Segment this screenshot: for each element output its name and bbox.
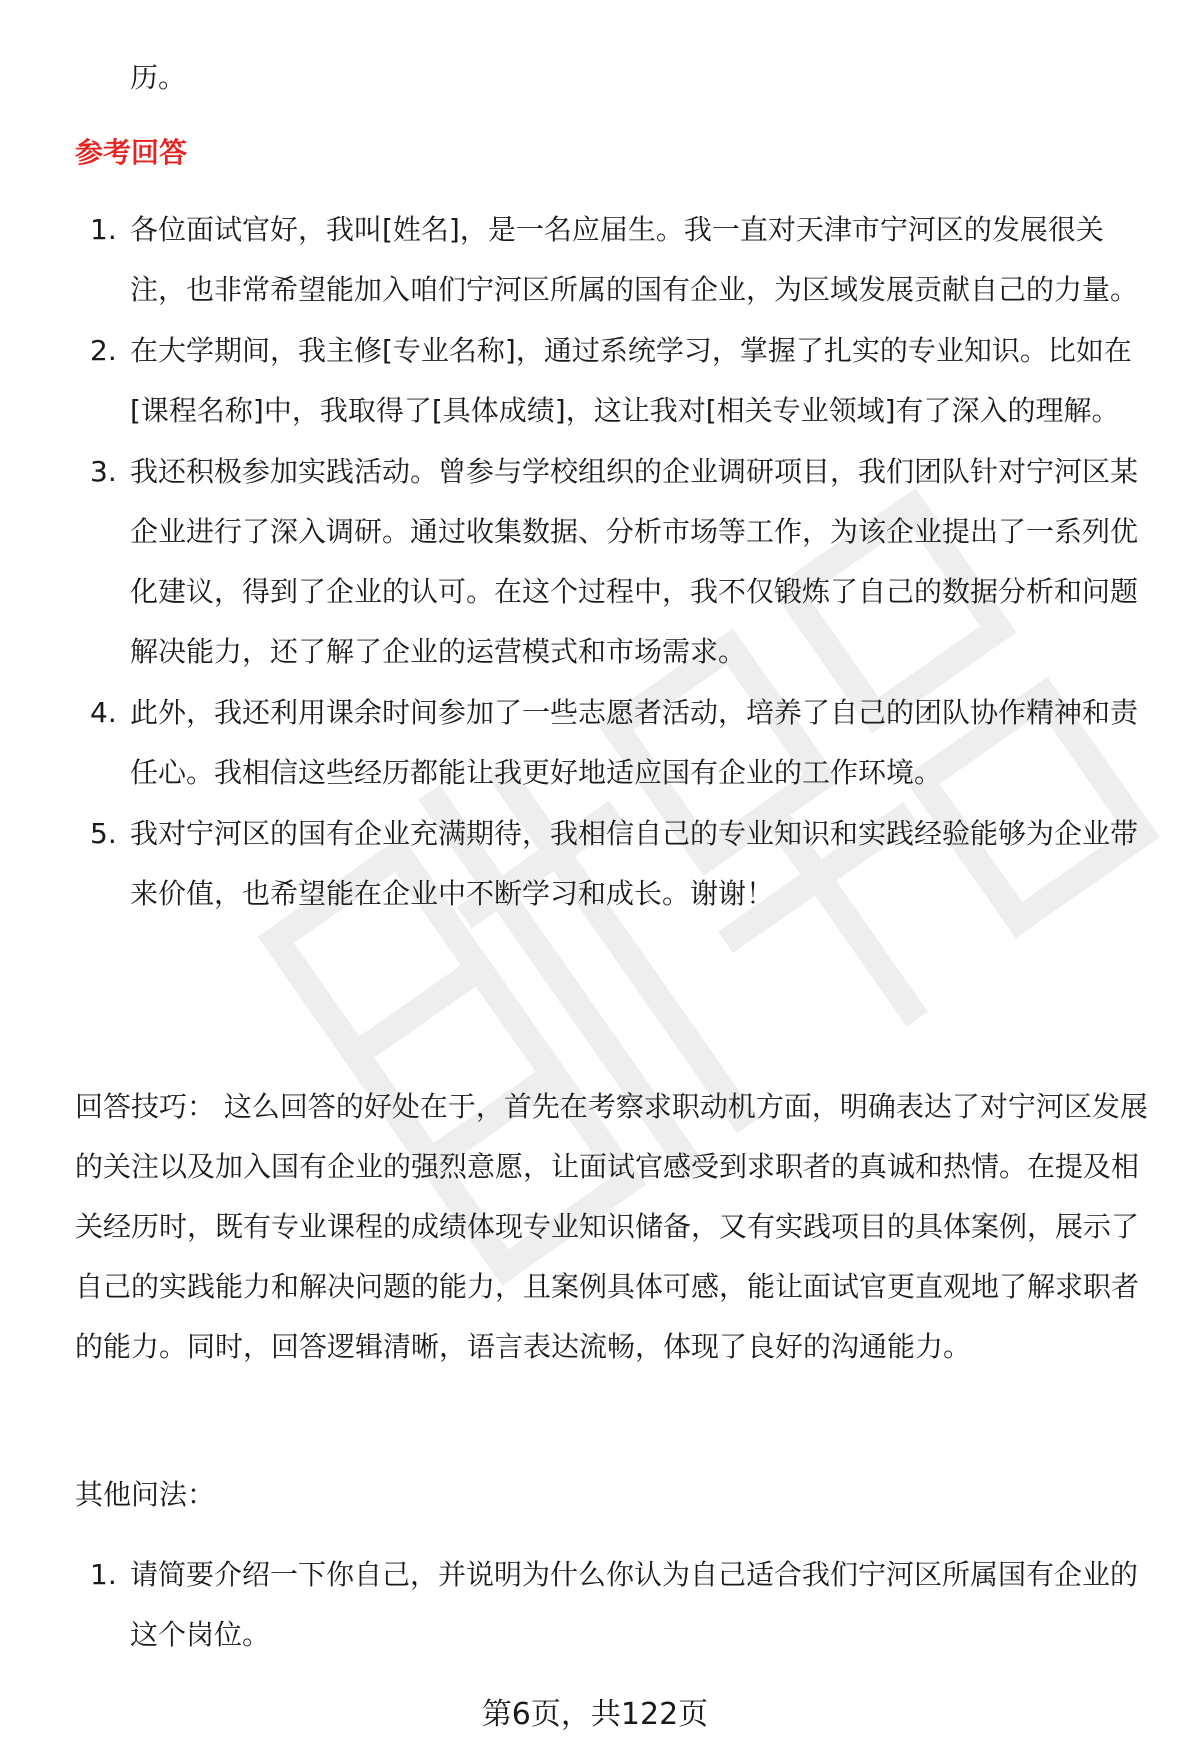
list-item — [75, 804, 1155, 924]
reference-answer-list — [75, 200, 1155, 925]
list-item — [75, 321, 1155, 441]
list-item-text: 我对宁河区的国有企业充满期待，我相信自己的专业知识和实践经验能够为企业带来价值，也希望能在企业中不断学习和成长。谢谢！ — [130, 817, 1139, 910]
list-item-number: 5. — [90, 817, 117, 850]
other-questions-heading: 其他问法： — [75, 1478, 216, 1511]
list-item-number: 2. — [90, 334, 117, 367]
list-item — [75, 442, 1155, 682]
list-item-text: 各位面试官好，我叫[姓名]，是一名应届生。我一直对天津市宁河区的发展很关注，也非常希望能加入咱们宁河区所属的国有企业，为区域发展贡献自己的力量。 — [130, 213, 1139, 306]
list-item-text: 我还积极参加实践活动。曾参与学校组织的企业调研项目，我们团队针对宁河区某企业进行了深入调研。通过收集数据、分析市场等工作，为该企业提出了一系列优化建议，得到了企业的认可。在这个过程中，我不仅锻炼了自己的数据分析和问题解决能力，还了解了企业的运营模式和市场需求。 — [130, 455, 1139, 668]
list-item-text: 在大学期间，我主修[专业名称]，通过系统学习，掌握了扎实的专业知识。比如在[课程名称]中，我取得了[具体成绩]，这让我对[相关专业领域]有了深入的理解。 — [130, 334, 1132, 427]
list-item — [75, 683, 1155, 803]
list-item — [75, 1545, 1155, 1665]
continuation-text: 历。 — [130, 61, 187, 94]
list-item-number: 4. — [90, 696, 117, 729]
other-questions-list — [75, 1545, 1155, 1665]
list-item-number: 1. — [90, 1558, 117, 1591]
answer-tips-paragraph: 回答技巧： 这么回答的好处在于，首先在考察求职动机方面，明确表达了对宁河区发展的关注以及加入国有企业的强烈意愿，让面试官感受到求职者的真诚和热情。在提及相关经历时，既有专业课程的成绩体现专业知识储备，又有实践项目的具体案例，展示了自己的实践能力和解决问题的能力，且案例具体可感，能让面试官更直观地了解求职者的能力。同时，回答逻辑清晰，语言表达流畅，体现了良好的沟通能力。 — [75, 1090, 1148, 1363]
list-item-number: 3. — [90, 455, 117, 488]
list-item-text: 请简要介绍一下你自己，并说明为什么你认为自己适合我们宁河区所属国有企业的这个岗位。 — [130, 1558, 1139, 1651]
list-item-number: 1. — [90, 213, 117, 246]
page-footer: 第6页，共122页 — [481, 1697, 709, 1732]
reference-answer-heading: 参考回答 — [75, 136, 188, 169]
list-item-text: 此外，我还利用课余时间参加了一些志愿者活动，培养了自己的团队协作精神和责任心。我相信这些经历都能让我更好地适应国有企业的工作环境。 — [130, 696, 1139, 789]
list-item — [75, 200, 1155, 320]
